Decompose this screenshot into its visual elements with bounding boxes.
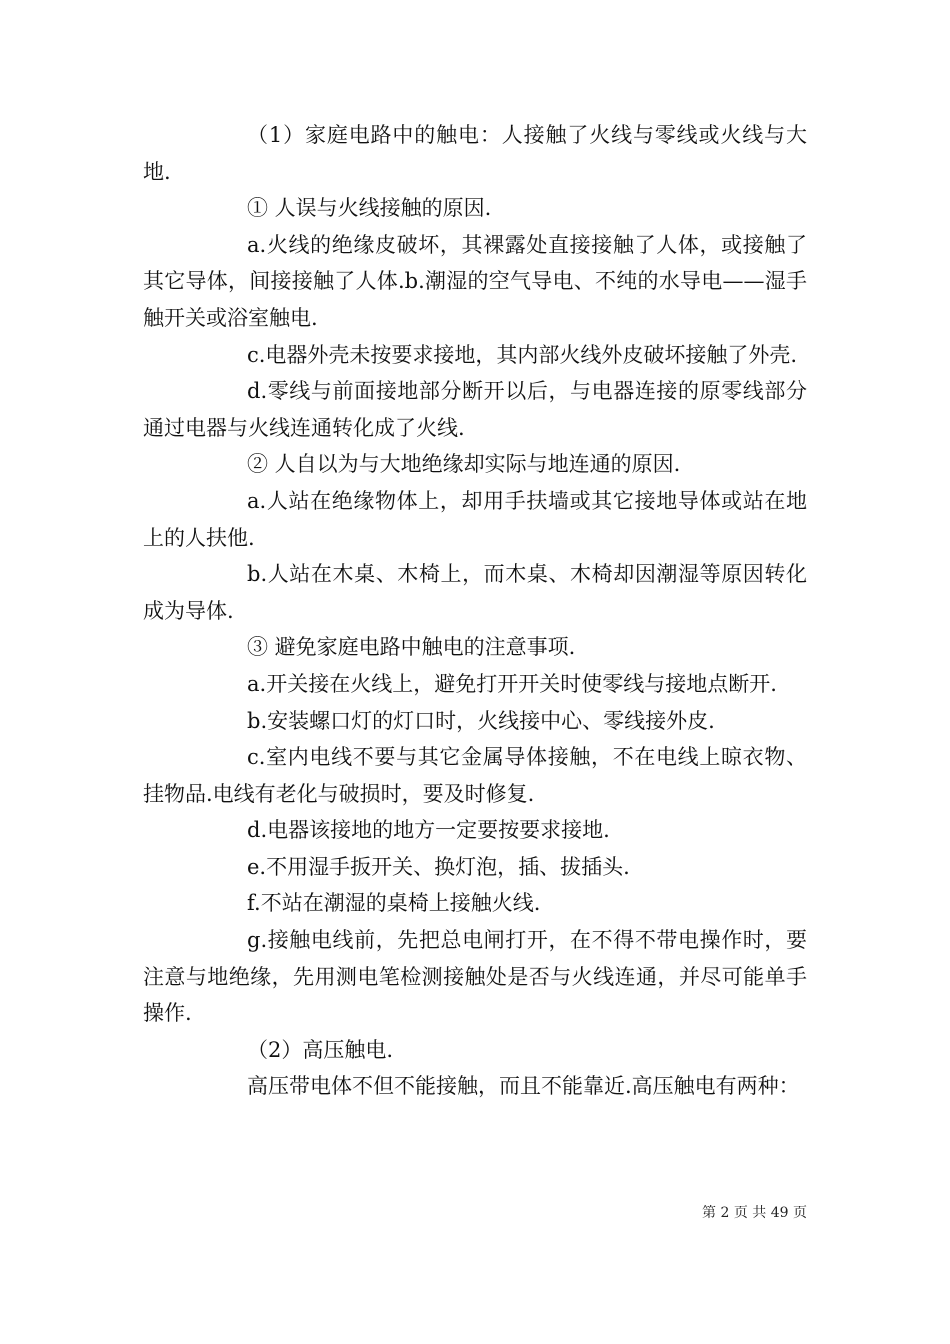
paragraph-precaution-c: c.室内电线不要与其它金属导体接触，不在电线上晾衣物、挂物品.电线有老化与破损时，要及时修复. [143, 745, 807, 806]
paragraph-high-voltage-heading: （2）高压触电. [247, 1037, 394, 1062]
paragraph-cause-2-b: b.人站在木桌、木椅上，而木桌、木椅却因潮湿等原因转化成为导体. [143, 562, 807, 623]
paragraph-cause-2-heading: ② 人自以为与大地绝缘却实际与地连通的原因. [247, 452, 681, 477]
paragraph-precaution-b: b.安装螺口灯的灯口时，火线接中心、零线接外皮. [247, 708, 715, 733]
paragraph-household-shock: （1）家庭电路中的触电：人接触了火线与零线或火线与大地. [143, 123, 807, 184]
paragraph-cause-1-a-b: a.火线的绝缘皮破坏，其裸露处直接接触了人体，或接触了其它导体，间接接触了人体.b.潮湿的空气导电、不纯的水导电——湿手触开关或浴室触电. [143, 232, 807, 330]
paragraph-cause-2-a: a.人站在绝缘物体上，却用手扶墙或其它接地导体或站在地上的人扶他. [143, 488, 807, 550]
paragraph-cause-1-c: c.电器外壳未按要求接地，其内部火线外皮破坏接触了外壳. [247, 342, 798, 367]
body-text [143, 117, 807, 1105]
paragraph-precaution-g: g.接触电线前，先把总电闸打开，在不得不带电操作时，要注意与地绝缘，先用测电笔检测接触处是否与火线连通，并尽可能单手操作. [143, 928, 807, 1026]
paragraph-cause-1-heading: ① 人误与火线接触的原因. [247, 196, 492, 221]
paragraph-precaution-f: f.不站在潮湿的桌椅上接触火线. [247, 891, 541, 916]
paragraph-high-voltage-intro: 高压带电体不但不能接触，而且不能靠近.高压触电有两种： [247, 1074, 800, 1099]
paragraph-precaution-d: d.电器该接地的地方一定要按要求接地. [247, 818, 610, 843]
paragraph-precaution-e: e.不用湿手扳开关、换灯泡，插、拔插头. [247, 854, 630, 879]
paragraph-cause-1-d: d.零线与前面接地部分断开以后，与电器连接的原零线部分通过电器与火线连通转化成了火线. [143, 379, 807, 440]
page-number-footer: 第 2 页 共 49 页 [702, 1205, 807, 1221]
paragraph-precaution-a: a.开关接在火线上，避免打开开关时使零线与接地点断开. [247, 671, 777, 696]
paragraph-precautions-heading: ③ 避免家庭电路中触电的注意事项. [247, 635, 576, 660]
